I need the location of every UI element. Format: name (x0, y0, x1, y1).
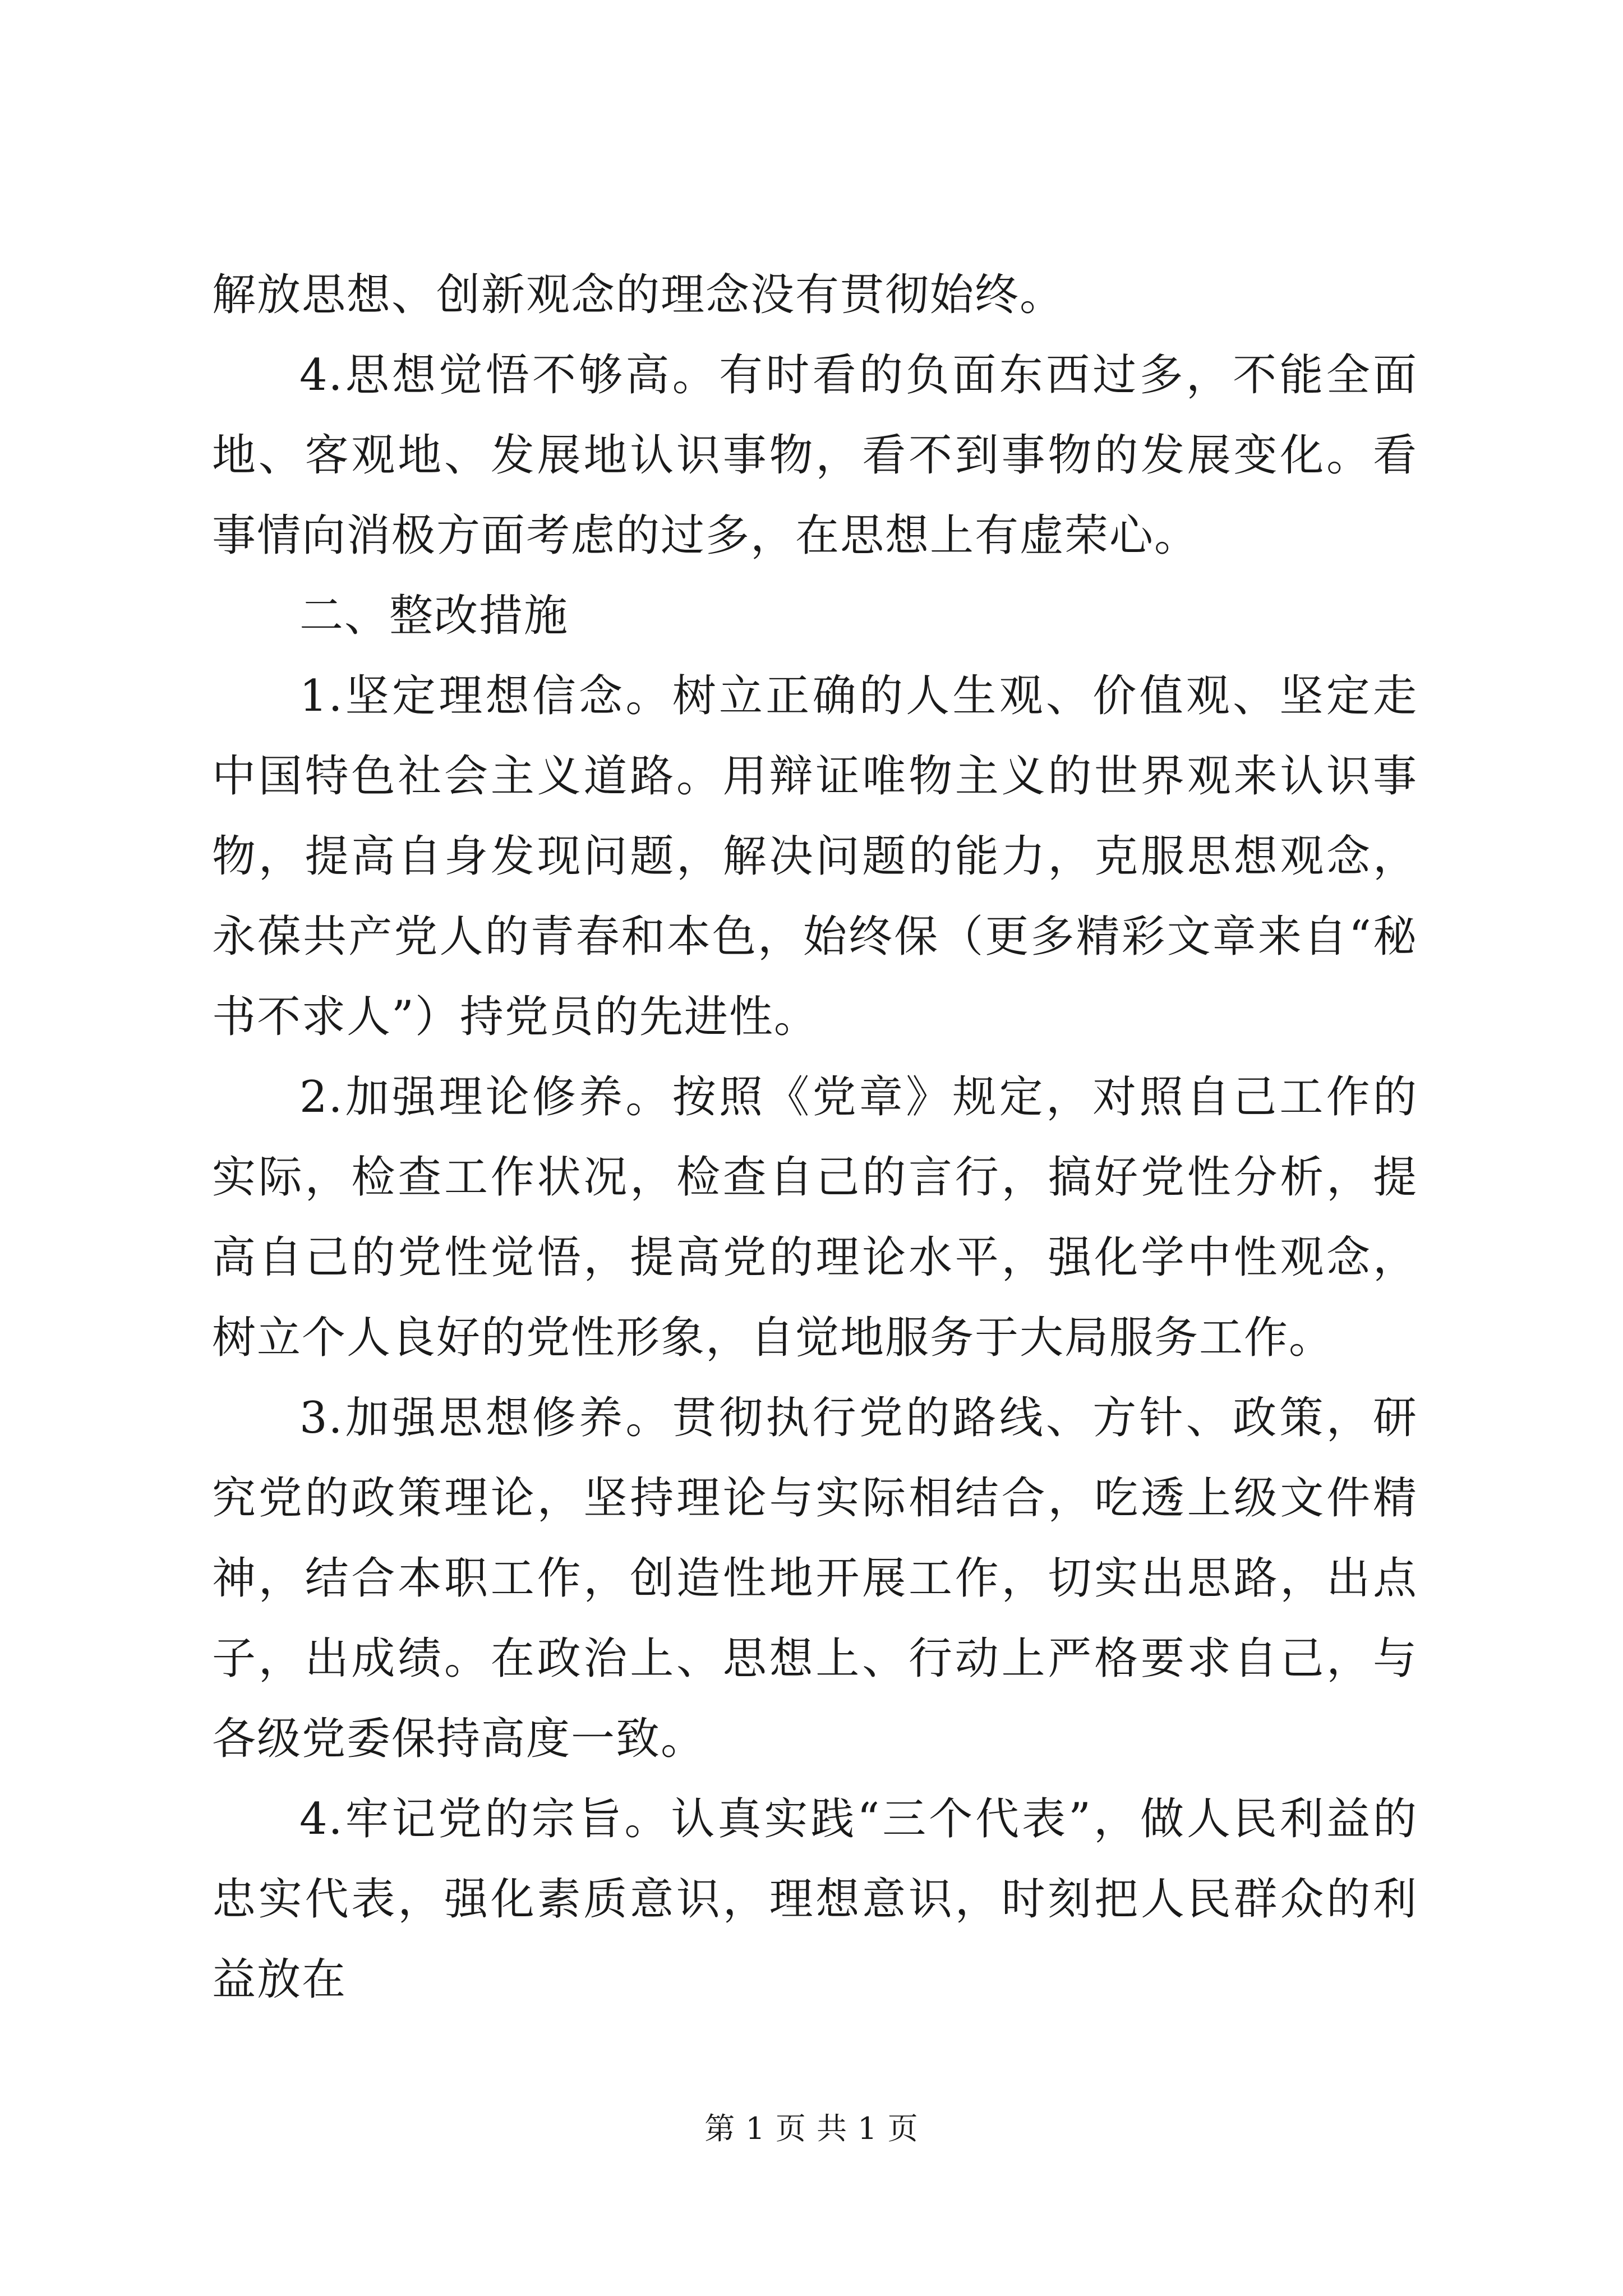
document-body (212, 255, 1418, 2020)
paragraph-item-2-theory: 2.加强理论修养。按照《党章》规定，对照自己工作的实际，检查工作状况，检查自己的言行，搞好党性分析，提高自己的党性觉悟，提高党的理论水平，强化学中性观念，树立个人良好的党性形象，自觉地服务于大局服务工作。 (212, 1072, 1418, 1363)
paragraph-item-4-awareness: 4.思想觉悟不够高。有时看的负面东西过多，不能全面地、客观地、发展地认识事物，看不到事物的发展变化。看事情向消极方面考虑的过多，在思想上有虚荣心。 (212, 350, 1418, 561)
paragraph-item-4-purpose: 4.牢记党的宗旨。认真实践“三个代表”，做人民利益的忠实代表，强化素质意识，理想意识，时刻把人民群众的利益放在 (212, 1794, 1418, 2005)
paragraph-item-3-thought: 3.加强思想修养。贯彻执行党的路线、方针、政策，研究党的政策理论，坚持理论与实际相结合，吃透上级文件精神，结合本职工作，创造性地开展工作，切实出思路，出点子，出成绩。在政治上、思想上、行动上严格要求自己，与各级党委保持高度一致。 (212, 1393, 1418, 1764)
paragraph-continuation: 解放思想、创新观念的理念没有贯彻始终。 (212, 270, 1065, 320)
page-footer: 第 1 页 共 1 页 (704, 2111, 919, 2146)
section-heading-rectification: 二、整改措施 (299, 591, 569, 641)
paragraph-item-1-ideals: 1.坚定理想信念。树立正确的人生观、价值观、坚定走中国特色社会主义道路。用辩证唯物主义的世界观来认识事物，提高自身发现问题，解决问题的能力，克服思想观念，永葆共产党人的青春和本色，始终保（更多精彩文章来自“秘书不求人”）持党员的先进性。 (212, 671, 1418, 1042)
